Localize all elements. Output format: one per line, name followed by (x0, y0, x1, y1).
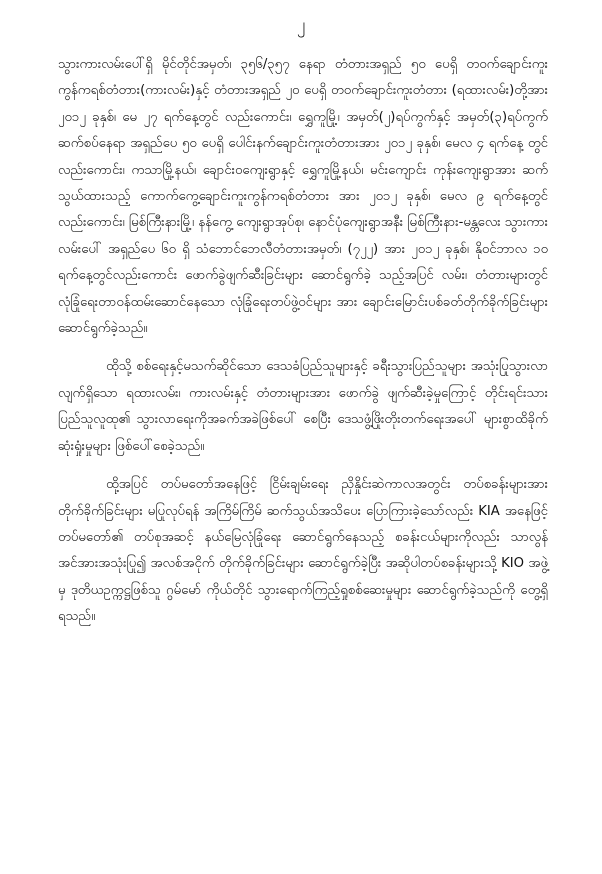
paragraph-2: ထိုသို့ စစ်ရေးနှင့်မသက်ဆိုင်သော ဒေသခံပြည်သူများနှင့် ခရီးသွားပြည်သူများ အသုံးပြုသွားလာလျက်ရှိသော ရထားလမ်း၊ ကားလမ်းနှင့် တံတားများအား ဖောက်ခွဲ ဖျက်ဆီးခဲ့မှုကြောင့် တိုင်းရင်းသားပြည်သူလူထု၏ သွားလာရေးကိုအခက်အခဲဖြစ်ပေါ် စေပြီး ဒေသဖွံ့ဖြိုးတိုးတက်ရေးအပေါ် များစွာထိခိုက်ဆုံးရှုံးမှုများ ဖြစ်ပေါ်စေခဲ့သည်။ (58, 359, 548, 454)
document-body (58, 52, 548, 643)
paragraph-3: ထို့အပြင် တပ်မတော်အနေဖြင့် ငြိမ်းချမ်းရေး ညှိနှိုင်းဆဲကာလအတွင်း တပ်စခန်းများအား တိုက်ခိုက်ခြင်းများ မပြုလုပ်ရန် အကြိမ်ကြိမ် ဆက်သွယ်အသိပေး ပြောကြားခဲ့သော်လည်း KIA အနေဖြင့် တပ်မတော်၏ တပ်စုအဆင့် နယ်မြေလုံခြုံရေး ဆောင်ရွက်နေသည့် စခန်းငယ်များကိုလည်း သာလွန်အင်အားအသုံးပြု၍ အလစ်အငိုက် တိုက်ခိုက်ခြင်းများ ဆောင်ရွက်ခဲ့ပြီး အဆိုပါတပ်စခန်းများသို့ KIO အဖွဲ့မှ ဒုတိယဥက္ကဋ္ဌဖြစ်သူ ဂွမ်မော် ကိုယ်တိုင် သွားရောက်ကြည့်ရှုစစ်ဆေးမှုများ ဆောင်ရွက်ခဲ့သည်ကို တွေ့ရှိရသည်။ (58, 477, 548, 625)
paragraph-1: သွားကားလမ်းပေါ်ရှိ မိုင်တိုင်အမှတ်၊ ၃၅၆/၃၅၇ နေရာ တံတားအရှည် ၅၀ ပေရှိ တဝက်ချောင်းကူး ကွန်ကရစ်တံတား(ကားလမ်း)နှင့် တံတားအရှည် ၂၀ ပေရှိ တဝက်ချောင်းကူးတံတား (ရထားလမ်း)တို့အား ၂၀၁၂ ခုနှစ်၊ မေ ၂၇ ရက်နေ့တွင် လည်းကောင်း၊ ရွှေကူမြို့၊ အမှတ်(၂)ရပ်ကွက်နှင့် အမှတ်(၃)ရပ်ကွက် ဆက်စပ်နေရာ အရှည်ပေ ၅၀ ပေရှိ ပေါင်းနက်ချောင်းကူးတံတားအား ၂၀၁၂ ခုနှစ်၊ မေလ ၄ ရက်နေ့ တွင်လည်းကောင်း၊ ကသာမြို့နယ်၊ ချောင်းဝကျေးရွာနှင့် ရွှေကူမြို့နယ်၊ မင်းကျောင်း ကုန်းကျေးရွာအား ဆက်သွယ်ထားသည့် ကောက်ကွေ့ချောင်းကူးကွန်ကရစ်တံတား အား ၂၀၁၂ ခုနှစ်၊ မေလ ၉ ရက်နေ့တွင် လည်းကောင်း၊ မြစ်ကြီးနားမြို့၊ နန်ကွေ့ ကျေးရွာအုပ်စု၊ နောင်ပုံကျေးရွာအနီး မြစ်ကြီးနား-မန္တလေး သွားကားလမ်းပေါ် အရှည်ပေ ၆၀ ရှိ သံဘောင်ဘေလီတံတားအမှတ်၊ (၇၂၂) အား ၂၀၁၂ ခုနှစ်၊ နိုဝင်ဘာလ ၁၀ ရက်နေ့တွင်လည်းကောင်း ဖောက်ခွဲဖျက်ဆီးခြင်းများ ဆောင်ရွက်ခဲ့ သည့်အပြင် လမ်း၊ တံတားများတွင် လုံခြုံရေးတာဝန်ထမ်းဆောင်နေသော လုံခြုံရေးတပ်ဖွဲ့ဝင်များ အား ချောင်းမြောင်းပစ်ခတ်တိုက်ခိုက်ခြင်းများ ဆောင်ရွက်ခဲ့သည်။ (58, 57, 548, 337)
page-number: ၂ (296, 15, 306, 35)
